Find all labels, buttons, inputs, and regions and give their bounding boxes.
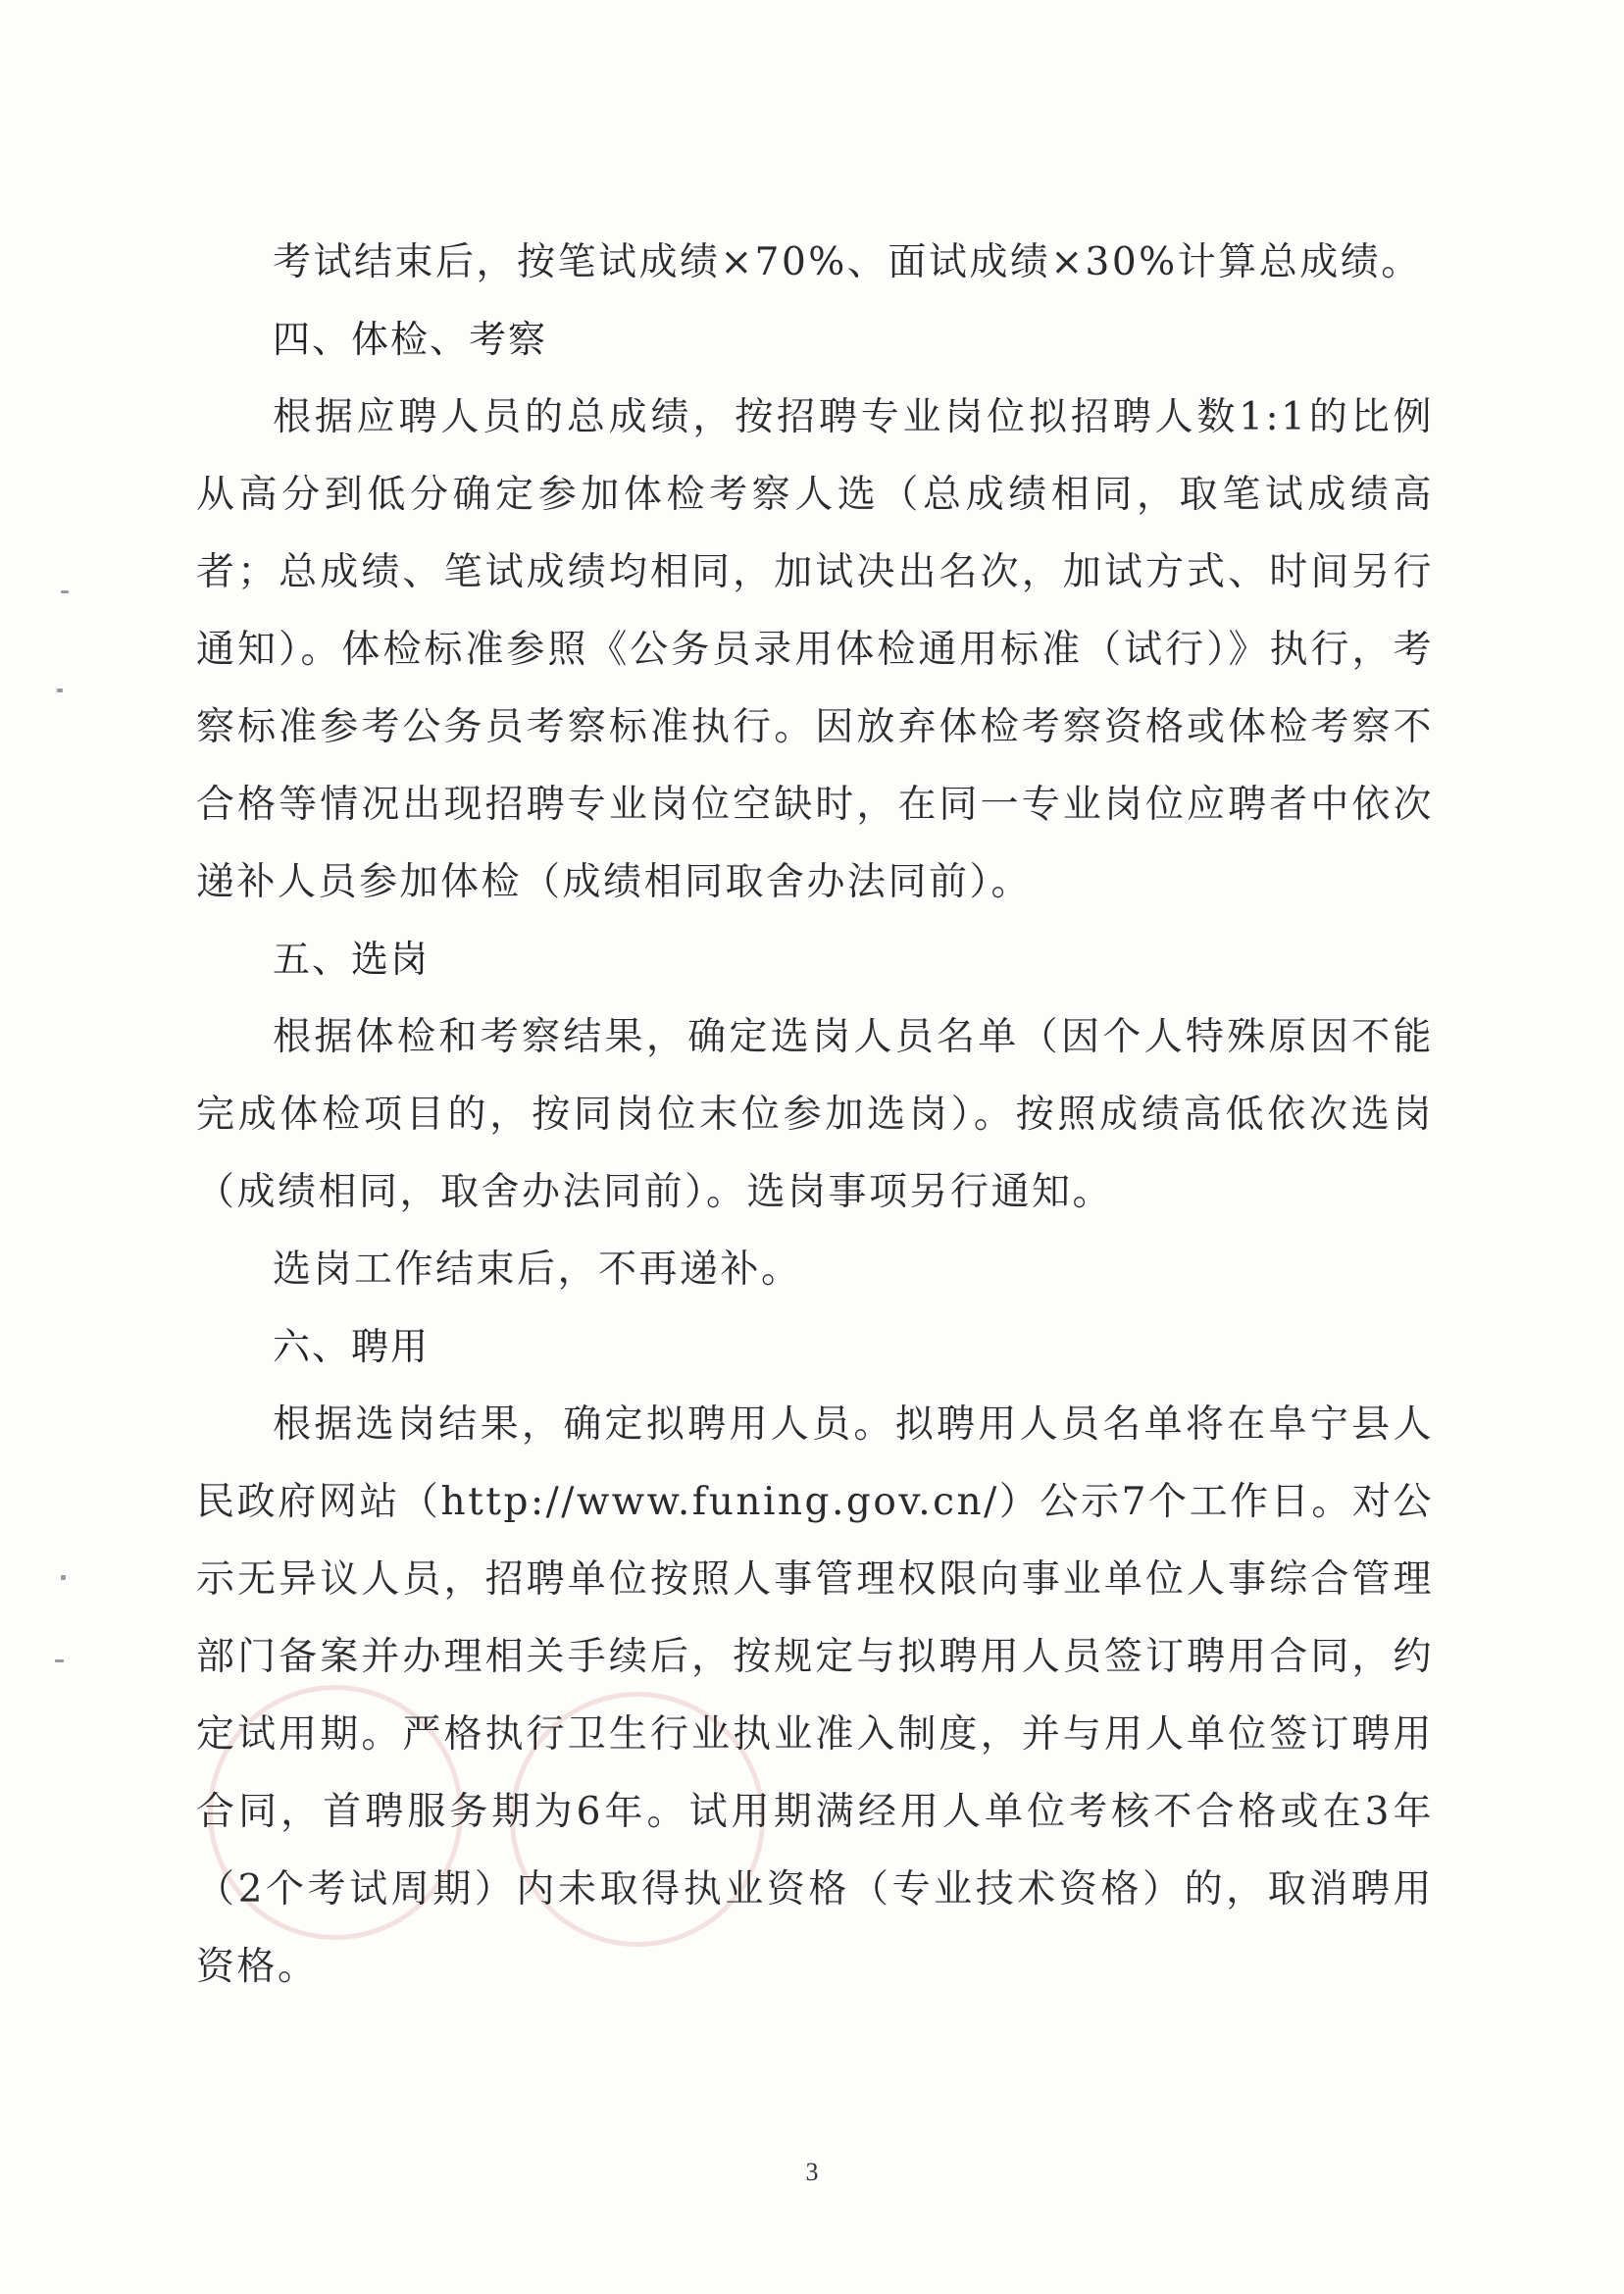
section-heading-position-selection: 五、选岗 (273, 938, 431, 981)
section-heading-employment: 六、聘用 (273, 1325, 431, 1368)
paragraph-position-selection: 根据体检和考察结果，确定选岗人员名单（因个人特殊原因不能完成体检项目的，按同岗位末位参加选岗）。按照成绩高低依次选岗（成绩相同，取舍办法同前）。选岗事项另行通知。 (196, 1015, 1434, 1214)
scan-speck (55, 1659, 64, 1662)
paragraph-physical-exam: 根据应聘人员的总成绩，按招聘专业岗位拟招聘人数1:1的比例从高分到低分确定参加体检考察人选（总成绩相同，取笔试成绩高者；总成绩、笔试成绩均相同，加试决出名次，加试方式、时间另行通知）。体检标准参照《公务员录用体检通用标准（试行）》执行，考察标准参考公务员考察标准执行。因放弃体检考察资格或体检考察不合格等情况出现招聘专业岗位空缺时，在同一专业岗位应聘者中依次递补人员参加体检（成绩相同取舍办法同前）。 (196, 395, 1434, 904)
paragraph-no-substitution: 选岗工作结束后，不再递补。 (273, 1248, 802, 1292)
page-number: 3 (805, 2158, 819, 2186)
scan-speck (57, 688, 63, 692)
paragraph-total-score: 考试结束后，按笔试成绩×70%、面试成绩×30%计算总成绩。 (273, 240, 1422, 284)
scan-speck (61, 1575, 66, 1580)
scan-speck (61, 590, 69, 593)
paragraph-employment: 根据选岗结果，确定拟聘用人员。拟聘用人员名单将在阜宁县人民政府网站（http://www.funing.gov.cn/）公示7个工作日。对公示无异议人员，招聘单位按照人事管理权限向事业单位人事综合管理部门备案并办理相关手续后，按规定与拟聘用人员签订聘用合同，约定试用期。严格执行卫生行业执业准入制度，并与用人单位签订聘用合同，首聘服务期为6年。试用期满经用人单位考核不合格或在3年（2个考试周期）内未取得执业资格（专业技术资格）的，取消聘用资格。 (196, 1402, 1434, 1989)
section-heading-physical-exam: 四、体检、考察 (273, 318, 548, 361)
document-body (196, 224, 1434, 2006)
